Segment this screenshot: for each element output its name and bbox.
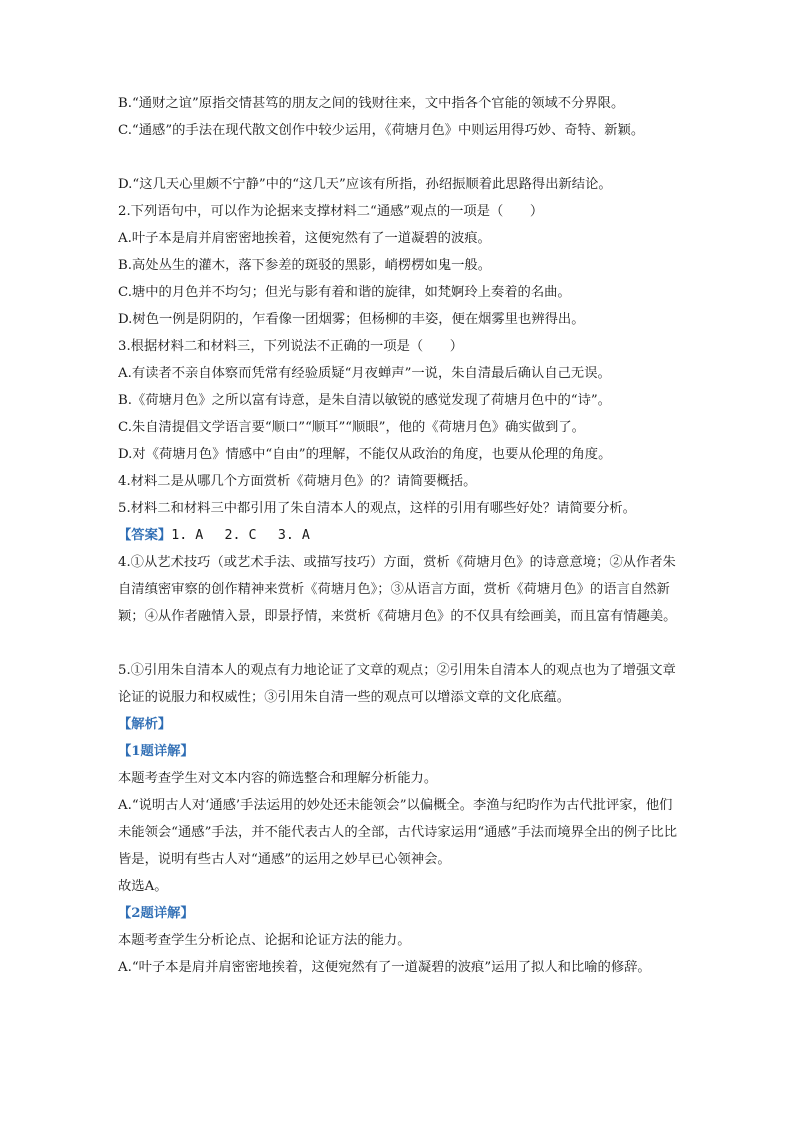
q1-option-a-analysis: A.“说明古人对‘通感’手法运用的妙处还未能领会”以偏概全。李渔与纪昀作为古代批评家，他们未能领会“通感”手法，并不能代表古人的全部，古代诗家运用“通感”手法而境界全出的例子比比皆是，说明有些古人对“通感”的运用之妙早已心领神会。: [118, 798, 678, 867]
question-4: 4.材料二是从哪几个方面赏析《荷塘月色》的？请简要概括。: [118, 474, 477, 489]
q3-option-c: C.朱自清提倡文学语言要“顺口”“顺耳”“顺眼”，他的《荷塘月色》确实做到了。: [118, 420, 585, 435]
q2-option-b: B.高处丛生的灌木，落下参差的斑驳的黑影，峭楞楞如鬼一般。: [118, 258, 492, 273]
analysis-heading: 【解析】: [118, 717, 172, 732]
q2-option-d: D.树色一例是阴阴的，乍看像一团烟雾；但杨柳的丰姿，便在烟雾里也辨得出。: [118, 312, 585, 327]
q3-option-a: A.有读者不亲自体察而凭常有经验质疑“月夜蝉声”一说，朱自清最后确认自己无误。: [118, 366, 611, 381]
q1-detail-heading: 【1题详解】: [118, 744, 194, 759]
option-b-text: B.“通财之谊”原指交情甚笃的朋友之间的钱财往来，文中指各个官能的领域不分界限。: [118, 96, 625, 111]
answer-heading: 【答案】: [118, 528, 172, 543]
option-c-text: C.“通感”的手法在现代散文创作中较少运用，《荷塘月色》中则运用得巧妙、奇特、新颖。: [118, 123, 645, 138]
answer-4: 4.①从艺术技巧（或艺术手法、或描写技巧）方面，赏析《荷塘月色》的诗意意境；②从作者朱自清缜密审察的创作精神来赏析《荷塘月色》；③从语言方面，赏析《荷塘月色》的语言自然新颖；④从作者融情入景，即景抒情，来赏析《荷塘月色》的不仅具有绘画美，而且富有情趣美。: [118, 555, 677, 624]
answer-short: 1. A 2. C 3. A: [171, 528, 310, 543]
q2-option-a-analysis: A.“叶子本是肩并肩密密地挨着，这便宛然有了一道凝碧的波痕”运用了拟人和比喻的修辞。: [118, 960, 651, 975]
q3-option-b: B.《荷塘月色》之所以富有诗意，是朱自清以敏锐的感觉发现了荷塘月色中的“诗”。: [118, 393, 611, 408]
q3-option-d: D.对《荷塘月色》情感中“自由”的理解，不能仅从政治的角度，也要从伦理的角度。: [118, 447, 612, 462]
answer-5: 5.①引用朱自清本人的观点有力地论证了文章的观点；②引用朱自清本人的观点也为了增强文章论证的说服力和权威性；③引用朱自清一些的观点可以增添文章的文化底蕴。: [118, 663, 676, 705]
question-2: 2.下列语句中，可以作为论据来支撑材料二“通感”观点的一项是（ ）: [118, 204, 544, 219]
answer-row: [118, 522, 678, 549]
q2-intro: 本题考查学生分析论点、论据和论证方法的能力。: [118, 933, 411, 948]
q1-choice: 故选A。: [118, 879, 168, 894]
q1-intro: 本题考查学生对文本内容的筛选整合和理解分析能力。: [118, 771, 438, 786]
q2-option-c: C.塘中的月色并不均匀；但光与影有着和谐的旋律，如梵婀玲上奏着的名曲。: [118, 285, 571, 300]
question-5: 5.材料二和材料三中都引用了朱自清本人的观点，这样的引用有哪些好处？请简要分析。: [118, 501, 636, 516]
q2-option-a: A.叶子本是肩并肩密密地挨着，这便宛然有了一道凝碧的波痕。: [118, 231, 491, 246]
q2-detail-heading: 【2题详解】: [118, 906, 194, 921]
question-3: 3.根据材料二和材料三，下列说法不正确的一项是（ ）: [118, 339, 464, 354]
option-d-text: D.“这几天心里颇不宁静”中的“这几天”应该有所指，孙绍振顺着此思路得出新结论。: [118, 177, 612, 192]
